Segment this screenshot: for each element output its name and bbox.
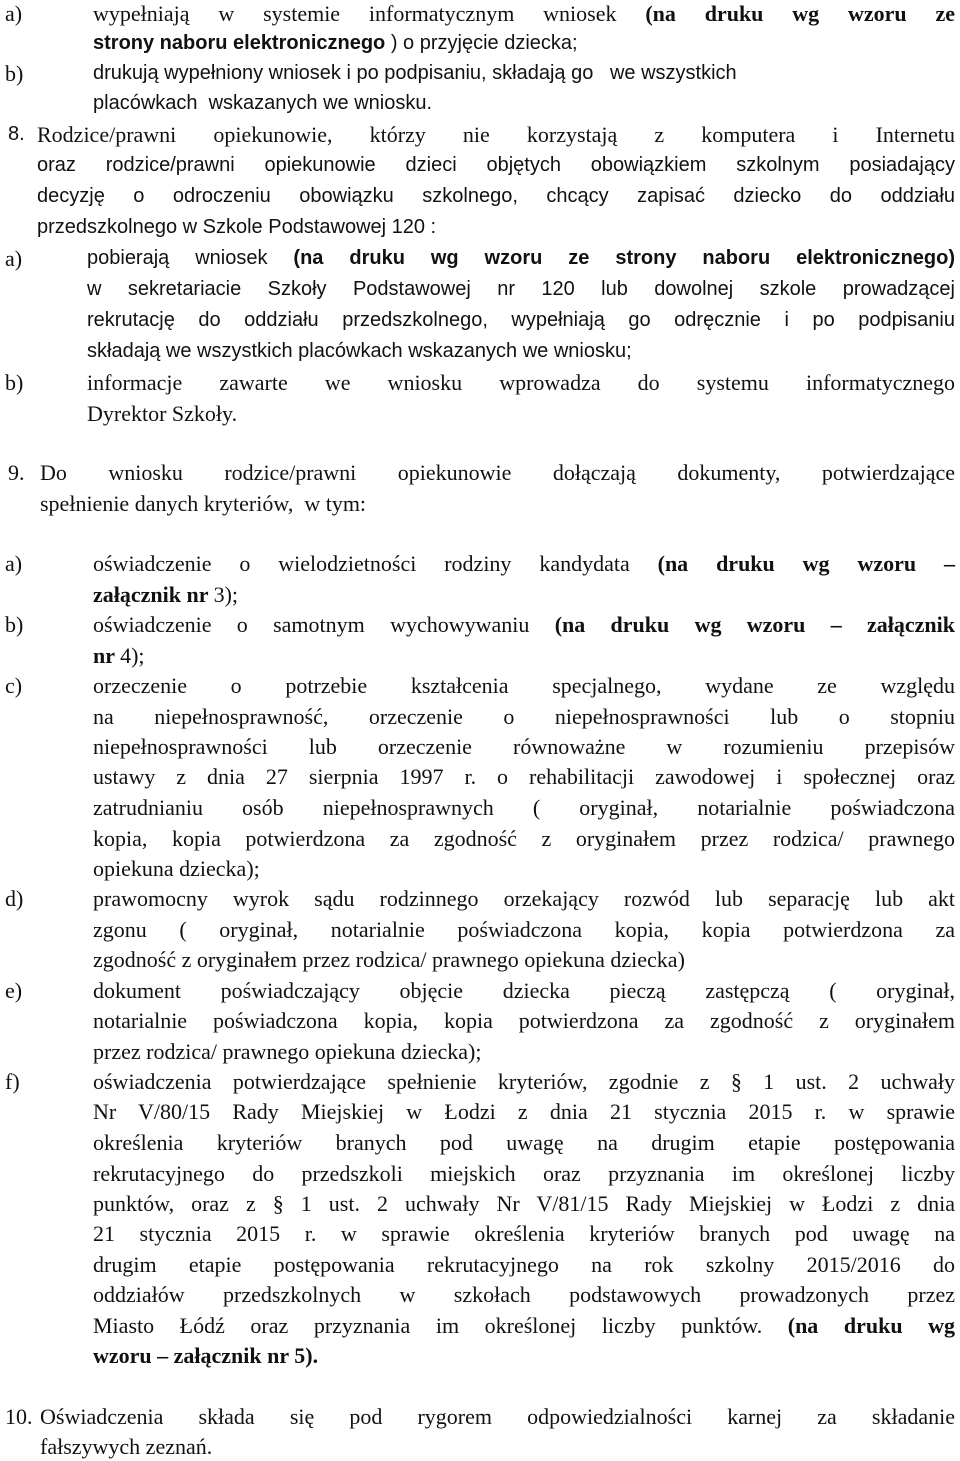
text-line: punktów, oraz z § 1 ust. 2 uchwały Nr V/81/15 Rady Miejskiej w Łodzi z dnia <box>93 1191 955 1216</box>
text-line: Miasto Łódź oraz przyznania im określonej liczby punktów. (na druku wg <box>93 1313 956 1338</box>
text-line: oświadczenie o samotnym wychowywaniu (na druku wg wzoru – załącznik <box>93 612 956 637</box>
text-line: fałszywych zeznań. <box>40 1434 213 1459</box>
text-line: na niepełnosprawność, orzeczenie o niepełnosprawności lub o stopniu <box>93 704 955 729</box>
text-line: oświadczenie o wielodzietności rodziny kandydata (na druku wg wzoru – <box>93 551 955 576</box>
item-label: a) <box>5 246 23 271</box>
text-line: rekrutację do oddziału przedszkolnego, wypełniają go odręcznie i po podpisaniu <box>87 309 955 331</box>
text-line: określenia kryteriów branych pod uwagę na drugim etapie postępowania <box>93 1130 955 1155</box>
text-line: wypełniają w systemie informatycznym wniosek (na druku wg wzoru ze <box>93 1 955 26</box>
text-line: placówkach wskazanych we wniosku. <box>93 92 433 114</box>
text-line: kopia, kopia potwierdzona za zgodność z oryginałem przez rodzica/ prawnego <box>93 826 955 851</box>
text-line: Dyrektor Szkoły. <box>87 401 238 426</box>
item-label: f) <box>5 1069 20 1094</box>
text-line: ustawy z dnia 27 sierpnia 1997 r. o rehabilitacji zawodowej i społecznej oraz <box>93 764 955 789</box>
text-line: zgonu ( oryginał, notarialnie poświadczona kopia, kopia potwierdzona za <box>93 917 955 942</box>
section-number: 10. <box>5 1404 33 1429</box>
item-label: b) <box>5 370 24 395</box>
text-line: informacje zawarte we wniosku wprowadza do systemu informatycznego <box>87 370 955 395</box>
text-line: drukują wypełniony wniosek i po podpisaniu, składają go we wszystkich <box>93 62 737 84</box>
text-line: orzeczenie o potrzebie kształcenia specjalnego, wydane ze względu <box>93 673 955 698</box>
item-label: b) <box>5 612 24 637</box>
text-line: oddziałów przedszkolnych w szkołach podstawowych prowadzonych przez <box>93 1282 955 1307</box>
text-line: Nr V/80/15 Rady Miejskiej w Łodzi z dnia 21 stycznia 2015 r. w sprawie <box>93 1099 955 1124</box>
text-line: 21 stycznia 2015 r. w sprawie określenia kryteriów branych pod uwagę na <box>93 1221 955 1246</box>
text-line: Rodzice/prawni opiekunowie, którzy nie korzystają z komputera i Internetu <box>37 122 955 147</box>
item-label: a) <box>5 551 23 576</box>
text-line: w sekretariacie Szkoły Podstawowej nr 120 lub dowolnej szkole prowadzącej <box>87 278 955 300</box>
text-line: strony naboru elektronicznego ) o przyjęcie dziecka; <box>93 32 578 54</box>
text-line: wzoru – załącznik nr 5). <box>93 1343 319 1368</box>
item-label: c) <box>5 673 23 698</box>
text-line: Do wniosku rodzice/prawni opiekunowie dołączają dokumenty, potwierdzające <box>40 460 955 485</box>
text-line: składają we wszystkich placówkach wskazanych we wniosku; <box>87 340 632 362</box>
item-label: a) <box>5 1 23 26</box>
section-number: 9. <box>8 460 25 485</box>
text-line: zgodność z oryginałem przez rodzica/ prawnego opiekuna dziecka) <box>93 947 685 972</box>
text-line: przedszkolnego w Szkole Podstawowej 120 : <box>37 216 437 238</box>
text-line: drugim etapie postępowania rekrutacyjnego na rok szkolny 2015/2016 do <box>93 1252 955 1277</box>
text-line: nr 4); <box>93 643 145 668</box>
text-line: przez rodzica/ prawnego opiekuna dziecka); <box>93 1039 482 1064</box>
text-line: zatrudnianiu osób niepełnosprawnych ( oryginał, notarialnie poświadczona <box>93 795 955 820</box>
text-line: notarialnie poświadczona kopia, kopia potwierdzona za zgodność z oryginałem <box>93 1008 955 1033</box>
text-line: załącznik nr 3); <box>93 582 239 607</box>
text-line: oświadczenia potwierdzające spełnienie kryteriów, zgodnie z § 1 ust. 2 uchwały <box>93 1069 955 1094</box>
text-line: oraz rodzice/prawni opiekunowie dzieci objętych obowiązkiem szkolnym posiadający <box>37 154 955 176</box>
item-label: d) <box>5 886 24 911</box>
text-line: decyzję o odroczeniu obowiązku szkolnego, chcący zapisać dziecko do oddziału <box>37 185 955 207</box>
item-label: e) <box>5 978 23 1003</box>
text-line: niepełnosprawności lub orzeczenie równoważne w rozumieniu przepisów <box>93 734 955 759</box>
item-label: b) <box>5 61 24 86</box>
text-line: rekrutacyjnego do przedszkoli miejskich oraz przyznania im określonej liczby <box>93 1161 955 1186</box>
text-line: pobierają wniosek (na druku wg wzoru ze strony naboru elektronicznego) <box>87 247 956 269</box>
section-number: 8. <box>8 123 25 145</box>
text-line: Oświadczenia składa się pod rygorem odpowiedzialności karnej za składanie <box>40 1404 955 1429</box>
text-line: dokument poświadczający objęcie dziecka pieczą zastępczą ( oryginał, <box>93 978 955 1003</box>
text-line: spełnienie danych kryteriów, w tym: <box>40 491 367 516</box>
text-line: opiekuna dziecka); <box>93 856 260 881</box>
text-line: prawomocny wyrok sądu rodzinnego orzekający rozwód lub separację lub akt <box>93 886 955 911</box>
